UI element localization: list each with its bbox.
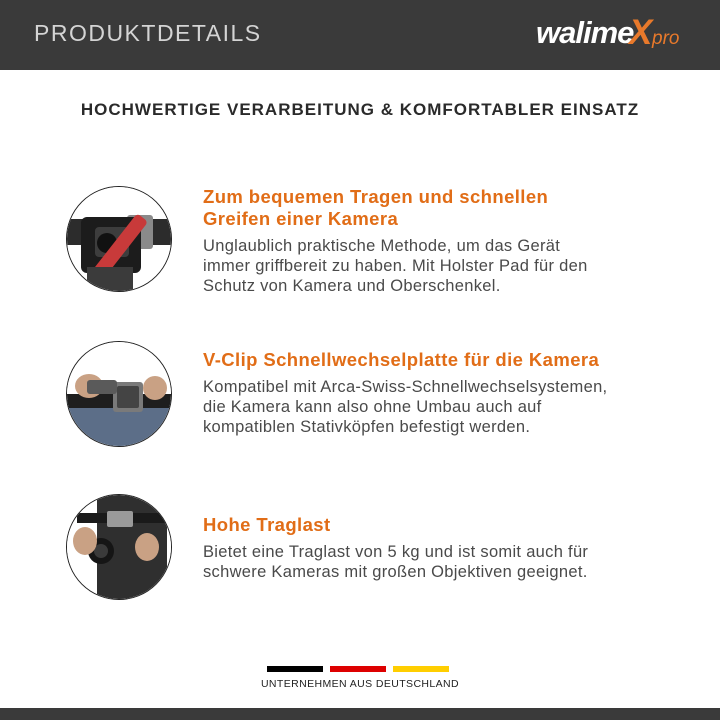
- bottom-bar: [0, 708, 720, 720]
- feature-title-line: Hohe Traglast: [203, 514, 331, 535]
- load-photo: [66, 494, 172, 600]
- header-bar: [0, 0, 720, 70]
- flag-stripe-black: [267, 666, 323, 672]
- feature-text-line: Kompatibel mit Arca-Swiss-Schnellwechselsystemen,: [203, 378, 608, 396]
- brand-logo: [536, 15, 686, 55]
- feature-title-line: Zum bequemen Tragen und schnellen: [203, 186, 549, 207]
- feature-text-line: die Kamera kann also ohne Umbau auch auf: [203, 398, 542, 416]
- brand-logo-x: X: [629, 13, 653, 52]
- feature-title-line: Greifen einer Kamera: [203, 208, 399, 229]
- page-headline: HOCHWERTIGE VERARBEITUNG & KOMFORTABLER EINSATZ: [80, 100, 640, 119]
- feature-text-line: Unglaublich praktische Methode, um das Gerät: [203, 237, 561, 255]
- header-title: PRODUKTDETAILS: [34, 20, 262, 46]
- vclip-photo: [66, 341, 172, 447]
- feature-text-line: Schutz von Kamera und Oberschenkel.: [203, 277, 501, 295]
- feature-text-line: schwere Kameras mit großen Objektiven geeignet.: [203, 563, 588, 581]
- feature-text-line: immer griffbereit zu haben. Mit Holster Pad für den: [203, 257, 588, 275]
- feature-title-line: V-Clip Schnellwechselplatte für die Kamera: [203, 349, 600, 370]
- feature-text-line: kompatiblen Stativköpfen befestigt werden.: [203, 418, 531, 436]
- footer-origin-text: UNTERNEHMEN AUS DEUTSCHLAND: [260, 678, 460, 690]
- feature-text-line: Bietet eine Traglast von 5 kg und ist somit auch für: [203, 543, 589, 561]
- brand-logo-main: walime: [536, 15, 634, 50]
- flag-stripe-red: [330, 666, 386, 672]
- flag-stripe-gold: [393, 666, 449, 672]
- brand-logo-sub: pro: [652, 28, 680, 49]
- holster-photo: [66, 186, 172, 292]
